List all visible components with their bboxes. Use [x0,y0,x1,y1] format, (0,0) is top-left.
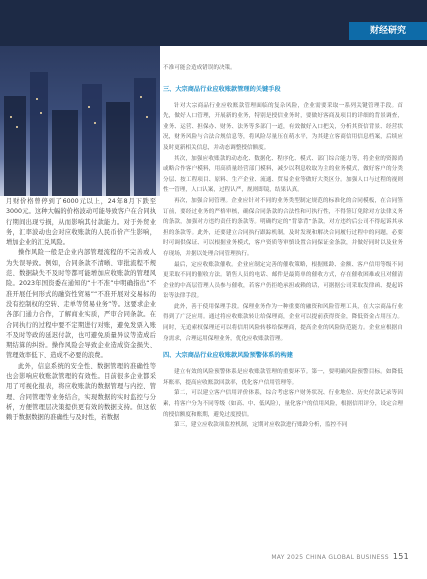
lead-line: 不准可能会造成错误的决策。 [163,65,236,71]
body-paragraph: 第三，建立应收款项监控机制，定期对应收款进行账龄分析，监控不同 [174,422,348,429]
left-column [6,197,156,424]
body-paragraph: 针对大宗商品行业应收账款管理面临的复杂风险，企业需要采取一系列关键管理手段。首先，做好人口管理，开展新的业务，特别是授信业务时，要做好客商及项目的详细的背景调查，业务、运营、担保办、财务、法务等多部门一道，有效做好入口把关，分析其资信背景、经营状况，财务风险与合法合规信息等，将风险尽量压在萌水平，为其建立客商信用信息档案，后续应及时更新相关信息，并动态调整授信额度。 [163,102,403,151]
building [82,84,102,196]
section-heading-4: 四、大宗商品行业应收账款风险预警体系的构建 [163,352,293,360]
body-paragraph: 再次，加强合同管理。企业应针对不同的业务类型制定规范的标准化的合同模板，在合同签订前，要经过业务的严格审核，确保合同条款的合法性和可执行性，不得签订免除对方法律义务的条款，加强对方违约责任的条款等。明确约定的“背靠背”条款，对方违约后公司不得起诉其承担的条款等。此外，还要建立合同执行跟踪机制，及时发现和解决合同履行过程中的问题，必要时可调供保证、可以根据业务模式，客户资质等审慎设置合同保证金条款，并做好同时以及业务存现场，并据以处理合同管理执行。 [163,197,403,257]
left-paragraph: 月财价格曾停到了6000元以上，24年8月下跌至3000元。这种大幅的价格波动可能导致客户在合同执行期间出现亏损，从而影响其付款能力。对于外贸业务，汇率波动也会对应收账款的人民币价产生影响，增加企业的汇兑风险。 [6,198,156,247]
building [106,102,130,196]
section-tag: 财经研究 [349,22,427,40]
body-paragraph: 此外，善于使用保理手段。保理业务作为一种重要的融资和风险管理工具，在大宗商品行业得到了广泛应用。通过将应收账款转让给保理商，企业可以提前获得资金，降低资金占用压力。同时，无追索权保理还可以将信用风险转移给保理商，提高企业的风险防范能力。企业应根据自身需求，合理运用保理业务，优化应收账款管理。 [163,303,403,342]
body-paragraph: 最后，定应收账款催收。企业应制定完善的催收策略，根据账龄、金额、客户信用等级不同更采取不同的催收方法。销售人员的电话、邮件是最简单的催收方式，存在催收困难或且对催清企业的中高层管理人员参与催收，若客户仍拒绝承担或赖的话，可据据公司采取发律函、提起诉讼等法律手段。 [163,261,403,300]
left-paragraph: 此外，信息系统的安全性、数据管理的准确性等也会影响应收账款管理的有效性。目前很多企业都采用了可视化报表，将应收账款的数据管理与内控、管理、合同管理等业务结合，实现数据的实时监控与分析，方便管理层决策提供更有效的数据支持。但这依赖于数据数据的准确性与及时性，若数据 [6,362,156,422]
page-footer [271,552,409,561]
section-heading-3: 三、大宗商品行业应收账款管理的关键手段 [163,85,281,93]
building [134,78,156,196]
body-paragraph: 第二，可以建立客户信用评价体系，综合考虑客户财务状况、行业地位、历史付款记录等因素，将客户分为不同等级（如高、中、低风险），量化客户的信用风险，根据信用评分，设定合理的授信额度和账期，避免过度授信。 [163,390,403,418]
building [30,72,48,196]
body-paragraph: 建立有效的风险预警体系是应收账款管理的重要环节。第一，要明确风险预警目标。如降低坏账率，提高应收账款回款率，优化客户信用管理等。 [163,369,403,386]
issue-label: MAY 2025 CHINA GLOBAL BUSINESS [271,554,389,561]
building [52,110,78,196]
left-paragraph: 操作风险一般是企业内部管理流程的不完善或人为失误导致。例如，合同条款不清晰、审批流程不规范、数据缺失不及时等都可能增加应收账款的管理风险。2023年国资委在通知的“十不准”中明确指出“不准开展任何形式的融资性贸易”“不准开展对交易标的没有控制权的空转、走单等贸易业务”等。这要求企业各部门通力合作，了解商业实质，严审合同条款。在合同执行的过程中要不定期进行对账，避免发票入账不及时等政的延迟付款，也可避免质量异议等造成后期结算的纠纷。操作风险会导致企业造成资金损失、管理效率低下、造成不必要的浪费。 [6,249,156,360]
city-skyline-image [0,46,160,196]
building [4,96,26,196]
body-paragraph: 其次，加强应收账款的动态化、数据化、程序化、模式、部门综合能力等，将企业的资源尚或略合作客户模料，用高质量经营部门模料，减少以利息收取为主的业务模式，做好客户的分类分层、按工程项目、原料、生产企业、流通、贸易企业等做好大类区分。加强人口与过程的视则性一管理，人口认案，过程认严，规则即镜，结果认真。 [163,155,403,194]
page-number: 151 [392,552,409,561]
right-column [163,63,403,431]
